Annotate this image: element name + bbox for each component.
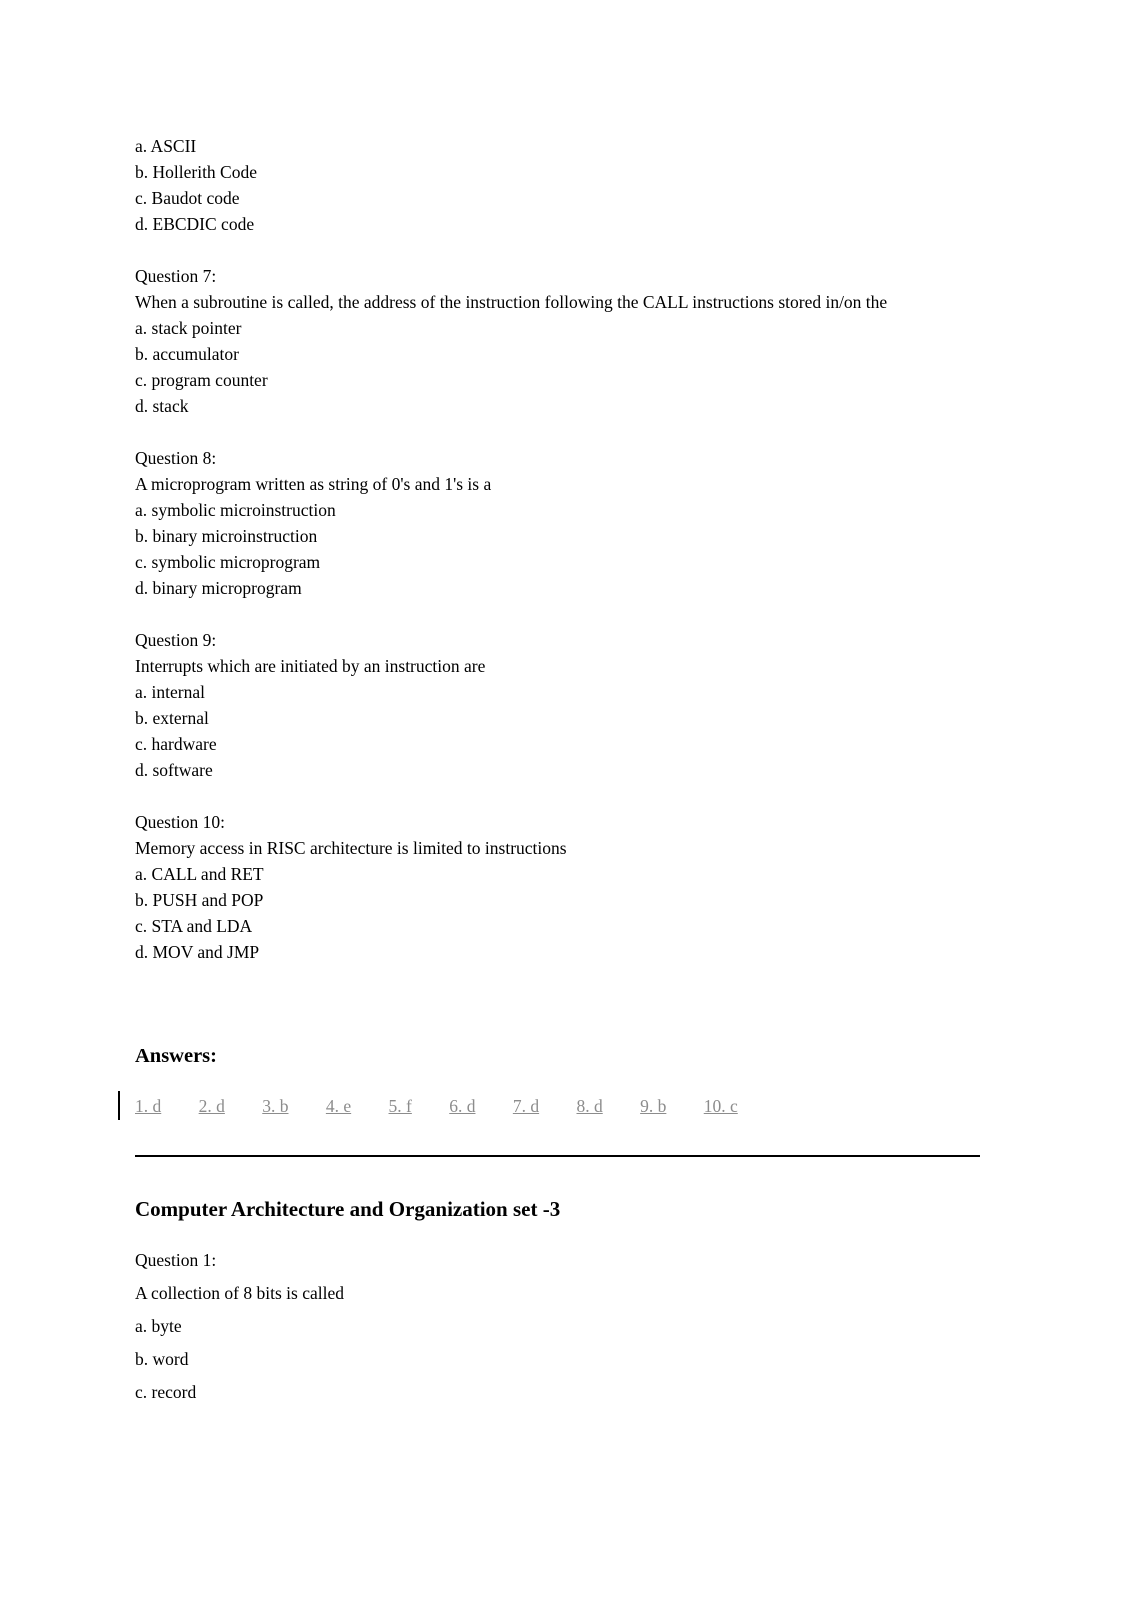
- question-label: Question 1:: [135, 1250, 217, 1270]
- option-line: b. PUSH and POP: [135, 890, 264, 910]
- question-text: A collection of 8 bits is called: [135, 1283, 344, 1303]
- answer-item: 8. d: [576, 1096, 603, 1116]
- option-line: a. internal: [135, 682, 205, 702]
- answer-item: 7. d: [512, 1096, 540, 1116]
- option-line: a. stack pointer: [135, 318, 242, 338]
- answer-item: 1. d: [135, 1096, 162, 1116]
- answer-item: 2. d: [198, 1096, 225, 1116]
- option-line: a. byte: [135, 1316, 182, 1336]
- option-line: d. software: [135, 760, 213, 780]
- question-8-block: [135, 445, 970, 601]
- question-text: A microprogram written as string of 0's and 1's is a: [135, 474, 492, 494]
- option-line: d. EBCDIC code: [135, 214, 255, 234]
- answer-item: 3. b: [262, 1096, 289, 1116]
- option-line: d. binary microprogram: [135, 578, 302, 598]
- option-line: c. Baudot code: [135, 188, 240, 208]
- option-line: b. accumulator: [135, 344, 239, 364]
- option-line: c. record: [135, 1382, 197, 1402]
- option-line: b. binary microinstruction: [135, 526, 318, 546]
- option-line: c. symbolic microprogram: [135, 552, 321, 572]
- option-line: b. external: [135, 708, 209, 728]
- question-1-block: [135, 1247, 970, 1405]
- question-text: Memory access in RISC architecture is limited to instructions: [135, 838, 567, 858]
- question-label: Question 9:: [135, 630, 217, 650]
- question-text: When a subroutine is called, the address of the instruction following the CALL instructions stored in/on the: [135, 292, 888, 312]
- option-line: b. Hollerith Code: [135, 162, 257, 182]
- question-7-block: [135, 263, 970, 419]
- question-label: Question 7:: [135, 266, 217, 286]
- option-line: a. ASCII: [135, 136, 197, 156]
- answer-item: 9. b: [640, 1096, 667, 1116]
- option-line: a. CALL and RET: [135, 864, 264, 884]
- question-10-block: [135, 809, 970, 965]
- answer-item: 6. d: [449, 1096, 476, 1116]
- question-label: Question 8:: [135, 448, 217, 468]
- question-label: Question 10:: [135, 812, 225, 832]
- option-line: b. word: [135, 1349, 189, 1369]
- answers-heading: Answers:: [135, 1045, 217, 1067]
- option-line: d. MOV and JMP: [135, 942, 260, 962]
- section-divider: [135, 1155, 980, 1157]
- answer-item: 10. c: [703, 1096, 738, 1116]
- answer-item: 4. e: [325, 1096, 352, 1116]
- revision-change-bar: [118, 1091, 120, 1120]
- option-line: c. STA and LDA: [135, 916, 253, 936]
- option-line: c. program counter: [135, 370, 268, 390]
- question-9-block: [135, 627, 970, 783]
- answers-line: [135, 1093, 1131, 1119]
- question-6-options-block: [135, 133, 970, 237]
- option-line: d. stack: [135, 396, 189, 416]
- answer-item: 5. f: [388, 1096, 412, 1116]
- section-heading: Computer Architecture and Organization set -3: [135, 1197, 561, 1221]
- question-text: Interrupts which are initiated by an instruction are: [135, 656, 486, 676]
- option-line: c. hardware: [135, 734, 217, 754]
- option-line: a. symbolic microinstruction: [135, 500, 336, 520]
